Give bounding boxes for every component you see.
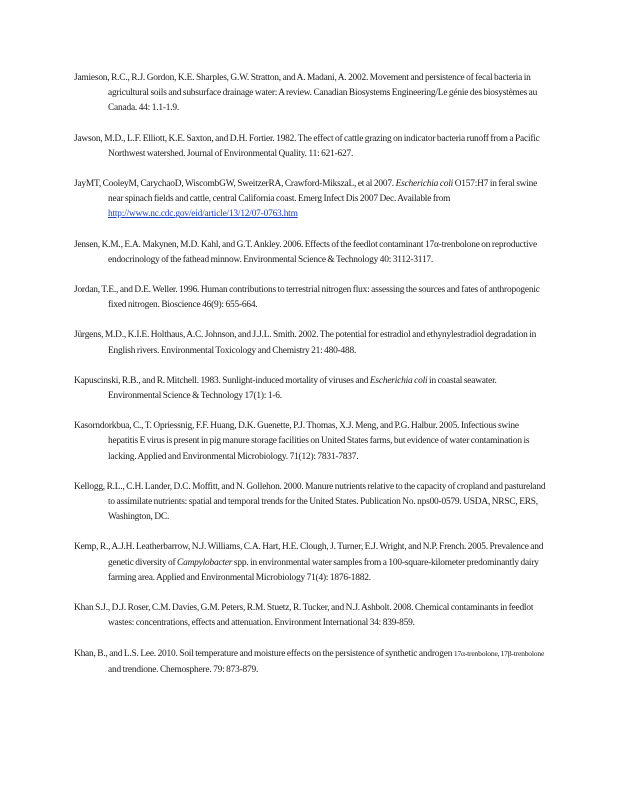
reference-jensen bbox=[74, 238, 548, 268]
reference-text: Jürgens, M.D., K.I.E. Holthaus, A.C. Johnson, and J.J.L. Smith. 2002. The potential for estradiol and ethynylestradiol degradation in English rivers. Environmental Toxicology and Chemistry 21: 480-488. bbox=[74, 330, 537, 356]
compound-names: 17α-trenbolone, 17β-trenbolone bbox=[453, 649, 545, 659]
reference-jawson bbox=[74, 132, 548, 162]
organism-name: Campylobacter bbox=[177, 557, 233, 568]
reference-text: Khan S.J., D.J. Roser, C.M. Davies, G.M. Peters, R.M. Stuetz, R. Tucker, and N.J. Ashbolt. 2008. Chemical contaminants in feedlot wastes: concentrations, effects and attenuation. Environment International 34: 839-859. bbox=[74, 603, 534, 629]
reference-khan-b bbox=[74, 646, 548, 677]
reference-text: Jamieson, R.C., R.J. Gordon, K.E. Sharples, G.W. Stratton, and A. Madani, A. 2002. Movement and persistence of fecal bacteria in agricultural soils and subsurface drainage water: A review. Canadian Biosystems Engineering/Le génie des biosystèmes au Canada. 44: 1.1-1.9. bbox=[74, 73, 538, 114]
reference-jordan bbox=[74, 283, 548, 313]
reference-kasorndorkbua bbox=[74, 419, 548, 465]
reference-text: Jordan, T.E., and D.E. Weller. 1996. Human contributions to terrestrial nitrogen flux: assessing the sources and fates of anthropogenic fixed nitrogen. Bioscience 46(9): 655-664. bbox=[74, 285, 540, 311]
reference-jamieson bbox=[74, 71, 548, 117]
reference-text-part: Kemp, R., A.J.H. Leatherbarrow, N.J. Williams, C.A. Hart, H.E. Clough, J. Turner, E.J. Wright, and N.P. French. 2005. Prevalence and genetic diversity of bbox=[74, 542, 544, 568]
reference-list bbox=[74, 71, 548, 693]
reference-text-part: Kapuscinski, R.B., and R. Mitchell. 1983. Sunlight-induced mortality of viruses and bbox=[74, 375, 370, 386]
organism-name: Escherichia coli bbox=[369, 375, 428, 386]
reference-kemp bbox=[74, 540, 548, 586]
reference-kapuscinski bbox=[74, 374, 548, 404]
reference-jay bbox=[74, 177, 548, 223]
organism-name: Escherichia coli bbox=[395, 179, 454, 190]
reference-text: Kasorndorkbua, C., T. Opriessnig, F.F. Huang, D.K. Guenette, P.J. Thomas, X.J. Meng, and P.G. Halbur. 2005. Infectious swine hepatitis E virus is present in pig manure storage facilities on United States farms, but evidence of water contamination is lacking. Applied and Environmental Microbiology. 71(12): 7831-7837. bbox=[74, 421, 530, 462]
reference-text-part: spp. in environmental water samples from a 100-square-kilometer predominantly dairy farming area. Applied and Environmental Microbiology 71(4): 1876-1882. bbox=[108, 557, 539, 583]
reference-text-part: and trendione. Chemosphere. 79: 873-879. bbox=[108, 664, 259, 675]
reference-text: Jensen, K.M., E.A. Makynen, M.D. Kahl, and G.T. Ankley. 2006. Effects of the feedlot contaminant 17α-trenbolone on reproductive endocrinology of the fathead minnow. Environmental Science & Technology 40: 3112-3117. bbox=[74, 239, 537, 265]
reference-text-part: Khan, B., and L.S. Lee. 2010. Soil temperature and moisture effects on the persistence of synthetic androgen bbox=[74, 649, 454, 660]
reference-text: Kellogg, R.L., C.H. Lander, D.C. Moffitt, and N. Gollehon. 2000. Manure nutrients relative to the capacity of cropland and pastureland to assimilate nutrients: spatial and temporal trends for the United States. Publication No. nps00-0579. USDA, NRSC, ERS, Washington, DC. bbox=[74, 481, 546, 523]
reference-text-part: JayMT, CooleyM, CarychaoD, WiscombGW, SweitzerRA, Crawford-MikszaL, et al 2007. bbox=[74, 179, 396, 190]
reference-kellogg bbox=[74, 480, 548, 526]
cdc-article-link[interactable]: http://www.nc.cdc.gov/eid/article/13/12/07-0763.htm bbox=[108, 209, 298, 220]
reference-text-part: O157:H7 in feral swine near spinach fields and cattle, central California coast. Emerg Infect Dis 2007 Dec. Available from bbox=[108, 179, 538, 205]
reference-jurgens bbox=[74, 328, 548, 358]
reference-text: Jawson, M.D., L.F. Elliott, K.E. Saxton, and D.H. Fortier. 1982. The effect of cattle grazing on indicator bacteria runoff from a Pacific Northwest watershed. Journal of Environmental Quality. 11: 621-627. bbox=[74, 133, 540, 159]
reference-khan-s bbox=[74, 601, 548, 631]
reference-text-part: in coastal seawater. Environmental Science & Technology 17(1): 1-6. bbox=[108, 375, 497, 402]
